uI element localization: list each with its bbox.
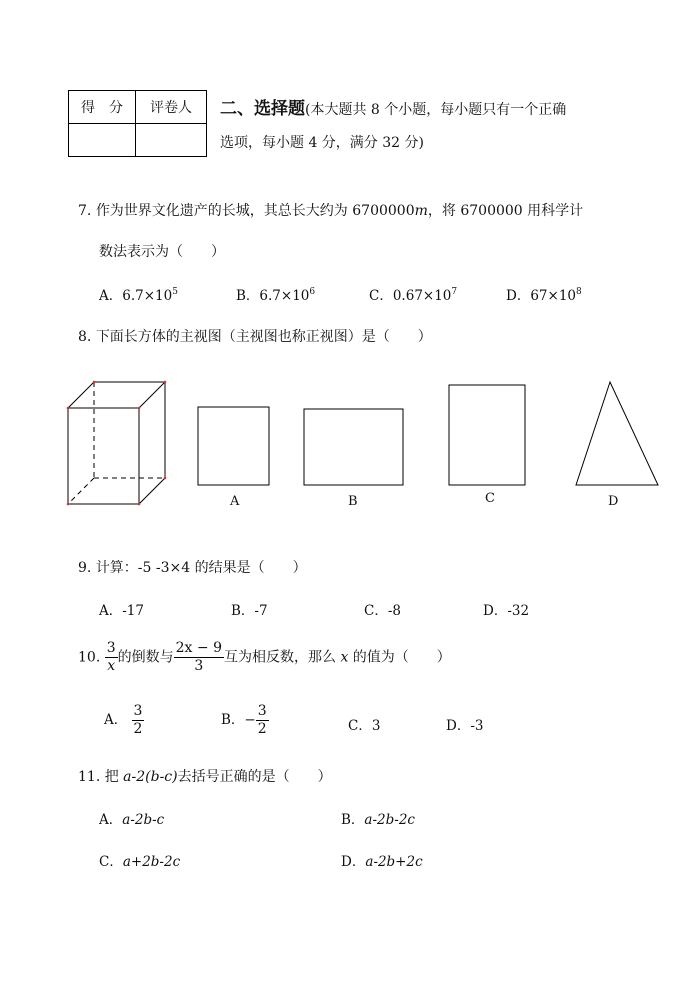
q10-number: 10. (78, 649, 101, 666)
q8-shape-c[interactable] (449, 385, 525, 485)
cuboid-hidden-diagonal (68, 478, 94, 504)
q10-var: x (340, 649, 349, 666)
section-title: 二、选择题 (220, 99, 305, 119)
q11-option-b[interactable]: B．a-2b-2c (341, 812, 415, 828)
q8-shape-d[interactable] (576, 382, 658, 485)
q7-option-d[interactable]: D．$67\times 10^8$ (506, 287, 582, 304)
q7-option-a[interactable]: A．$6.7\times 10^5$ (99, 287, 178, 304)
q9-option-c[interactable]: C．-8 (364, 603, 401, 619)
q7-option-c[interactable]: C．$0.67\times 10^7$ (369, 287, 458, 304)
section-desc-line2: 选项，每小题 4 分，满分 32 分) (220, 135, 424, 151)
q7-unit: m (414, 203, 428, 219)
q10-text-a: 的倒数与 (117, 649, 174, 666)
q10-option-d[interactable]: D．-3 (446, 718, 484, 734)
q8-label-a: A (230, 494, 240, 509)
q8-label-c: C (485, 491, 495, 506)
q7-text-a: 作为世界文化遗产的长城，其总长大约为 6700000 (95, 203, 415, 219)
q7-text-b: ，将 6700000 用科学计 (427, 203, 584, 219)
q11-option-d[interactable]: D．a-2b+2c (341, 854, 423, 870)
q11-option-a[interactable]: A．a-2b-c (99, 812, 165, 828)
q10-text-c: 的值为（ ） (352, 649, 451, 666)
q10-fraction-3-over-x: $\frac{3}{x}$ (106, 640, 116, 674)
cuboid-front-face (68, 408, 139, 504)
section-desc-line1: (本大题共 8 个小题，每小题只有一个正确 (305, 102, 567, 118)
q9-text: 计算：-5 -3×4 的结果是（ ） (95, 560, 307, 576)
q8-shape-b[interactable] (304, 409, 403, 485)
q11-expr: a-2(b-c) (123, 769, 178, 785)
q8-number: 8. (78, 329, 92, 345)
q9-line (78, 557, 307, 577)
q7-number: 7. (78, 203, 92, 219)
q9-option-a[interactable]: A．-17 (99, 603, 144, 619)
q10-line (78, 640, 451, 675)
q10-option-c[interactable]: C．3 (348, 718, 381, 734)
q10-option-b[interactable]: B．− $\frac{3}{2}$ (221, 703, 267, 737)
q9-option-d[interactable]: D．-32 (483, 603, 530, 619)
q11-number: 11. (78, 769, 101, 785)
cuboid-top-edges (68, 382, 165, 408)
q8-text: 下面长方体的主视图（主视图也称正视图）是（ ） (95, 329, 432, 345)
score-header: 得 分 (69, 91, 136, 124)
q8-shape-a[interactable] (198, 407, 269, 485)
q10-text-b: 互为相反数，那么 (223, 649, 336, 666)
q7-line2: 数法表示为（ ） (99, 244, 225, 260)
q11-option-c[interactable]: C．a+2b-2c (99, 854, 181, 870)
q7-option-b[interactable]: B．$6.7\times 10^6$ (236, 287, 316, 304)
q10-option-a[interactable]: A． $\frac{3}{2}$ (104, 703, 143, 737)
q8-label-d: D (608, 494, 619, 509)
q9-number: 9. (78, 560, 92, 576)
q10-fraction-2x-9-over-3: $\frac{2x - 9}{3}$ (175, 640, 222, 674)
q8-label-b: B (348, 494, 358, 509)
grader-header: 评卷人 (136, 91, 207, 124)
cuboid-right-edges (139, 382, 165, 504)
q9-option-b[interactable]: B．-7 (231, 603, 268, 619)
q11-line: 11. 把 a-2(b-c)去括号正确的是（ ） (78, 769, 332, 785)
